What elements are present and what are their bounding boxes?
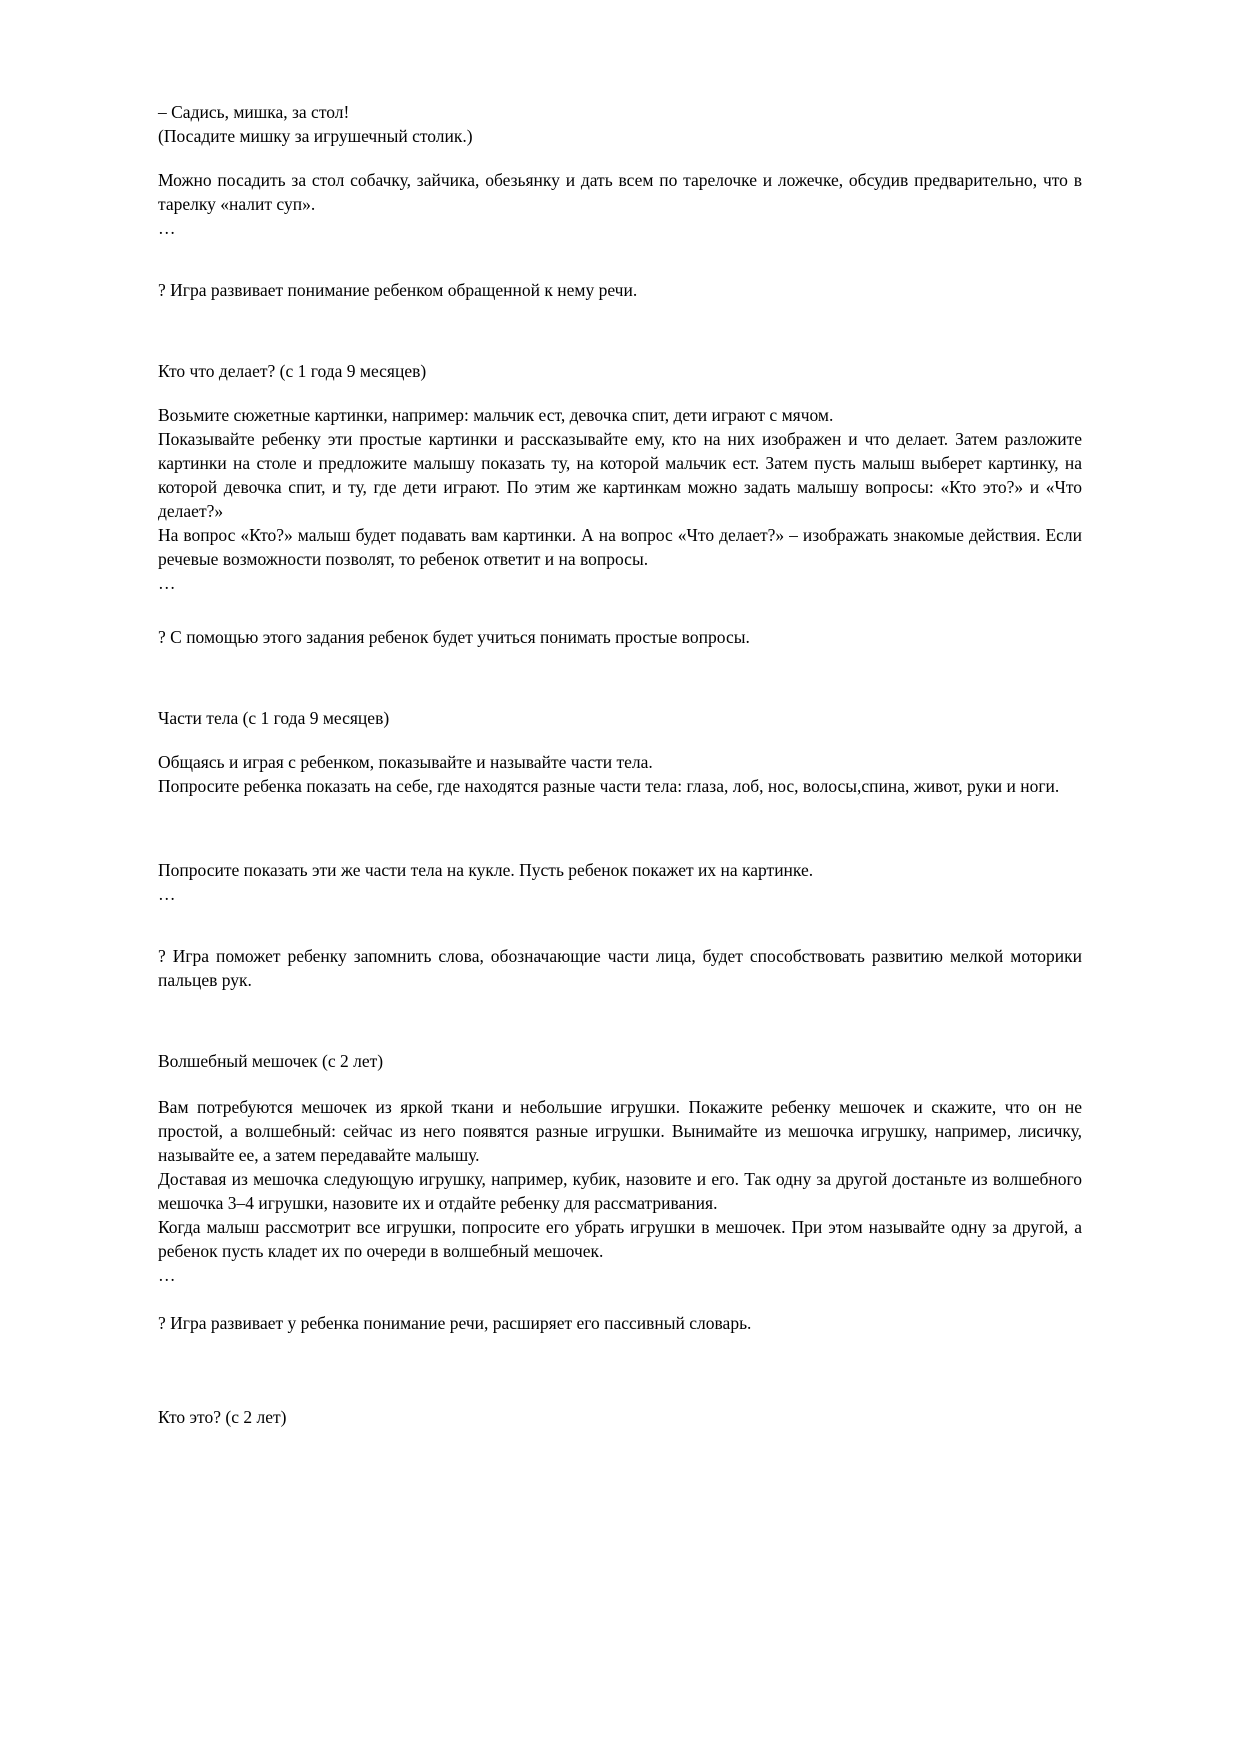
tip-paragraph: ? Игра поможет ребенку запомнить слова, обозначающие части лица, будет способствовать развитию мелкой моторики пальцев рук. (158, 946, 1082, 990)
ellipsis-separator: … (158, 573, 176, 593)
ellipsis-separator: … (158, 218, 176, 238)
body-paragraph: Возьмите сюжетные картинки, например: мальчик ест, девочка спит, дети играют с мячом. (158, 405, 834, 425)
section-heading: Волшебный мешочек (с 2 лет) (158, 1051, 384, 1071)
body-paragraph: Попросите показать эти же части тела на кукле. Пусть ребенок покажет их на картинке. (158, 860, 814, 880)
body-paragraph: Доставая из мешочка следующую игрушку, например, кубик, назовите и его. Так одну за другой достаньте из волшебного мешочка 3–4 игрушки, назовите их и отдайте ребенку для рассматривания. (158, 1169, 1082, 1213)
body-paragraph: Вам потребуются мешочек из яркой ткани и небольшие игрушки. Покажите ребенку мешочек и скажите, что он не простой, а волшебный: сейчас из него появятся разные игрушки. Вынимайте из мешочка игрушку, например, лисичку, называйте ее, а затем передавайте малышу. (158, 1097, 1082, 1165)
ellipsis-separator: … (158, 884, 176, 904)
body-paragraph: На вопрос «Кто?» малыш будет подавать вам картинки. А на вопрос «Что делает?» – изображать знакомые действия. Если речевые возможности позволят, то ребенок ответит и на вопросы. (158, 525, 1082, 569)
ellipsis-separator: … (158, 1265, 176, 1285)
dialogue-line: – Садись, мишка, за стол! (158, 102, 350, 122)
tip-paragraph: ? С помощью этого задания ребенок будет учиться понимать простые вопросы. (158, 627, 750, 647)
section-heading: Части тела (с 1 года 9 месяцев) (158, 708, 390, 728)
section-heading: Кто что делает? (с 1 года 9 месяцев) (158, 361, 427, 381)
section-heading: Кто это? (с 2 лет) (158, 1407, 287, 1427)
body-paragraph: Общаясь и играя с ребенком, показывайте и называйте части тела. (158, 752, 653, 772)
body-paragraph: Попросите ребенка показать на себе, где находятся разные части тела: глаза, лоб, нос, волосы,спина, живот, руки и ноги. (158, 776, 1060, 796)
tip-paragraph: ? Игра развивает у ребенка понимание речи, расширяет его пассивный словарь. (158, 1313, 752, 1333)
body-paragraph: Можно посадить за стол собачку, зайчика, обезьянку и дать всем по тарелочке и ложечке, обсудив предварительно, что в тарелку «налит суп». (158, 170, 1082, 214)
body-paragraph: Когда малыш рассмотрит все игрушки, попросите его убрать игрушки в мешочек. При этом называйте одну за другой, а ребенок пусть кладет их по очереди в волшебный мешочек. (158, 1217, 1082, 1261)
stage-direction: (Посадите мишку за игрушечный столик.) (158, 126, 473, 146)
tip-paragraph: ? Игра развивает понимание ребенком обращенной к нему речи. (158, 280, 638, 300)
body-paragraph: Показывайте ребенку эти простые картинки и рассказывайте ему, кто на них изображен и что делает. Затем разложите картинки на столе и предложите малышу показать ту, на которой мальчик ест. Затем пусть малыш выберет картинку, на которой девочка спит, и ту, где дети играют. По этим же картинкам можно задать малышу вопросы: «Кто это?» и «Что делает?» (158, 429, 1082, 521)
